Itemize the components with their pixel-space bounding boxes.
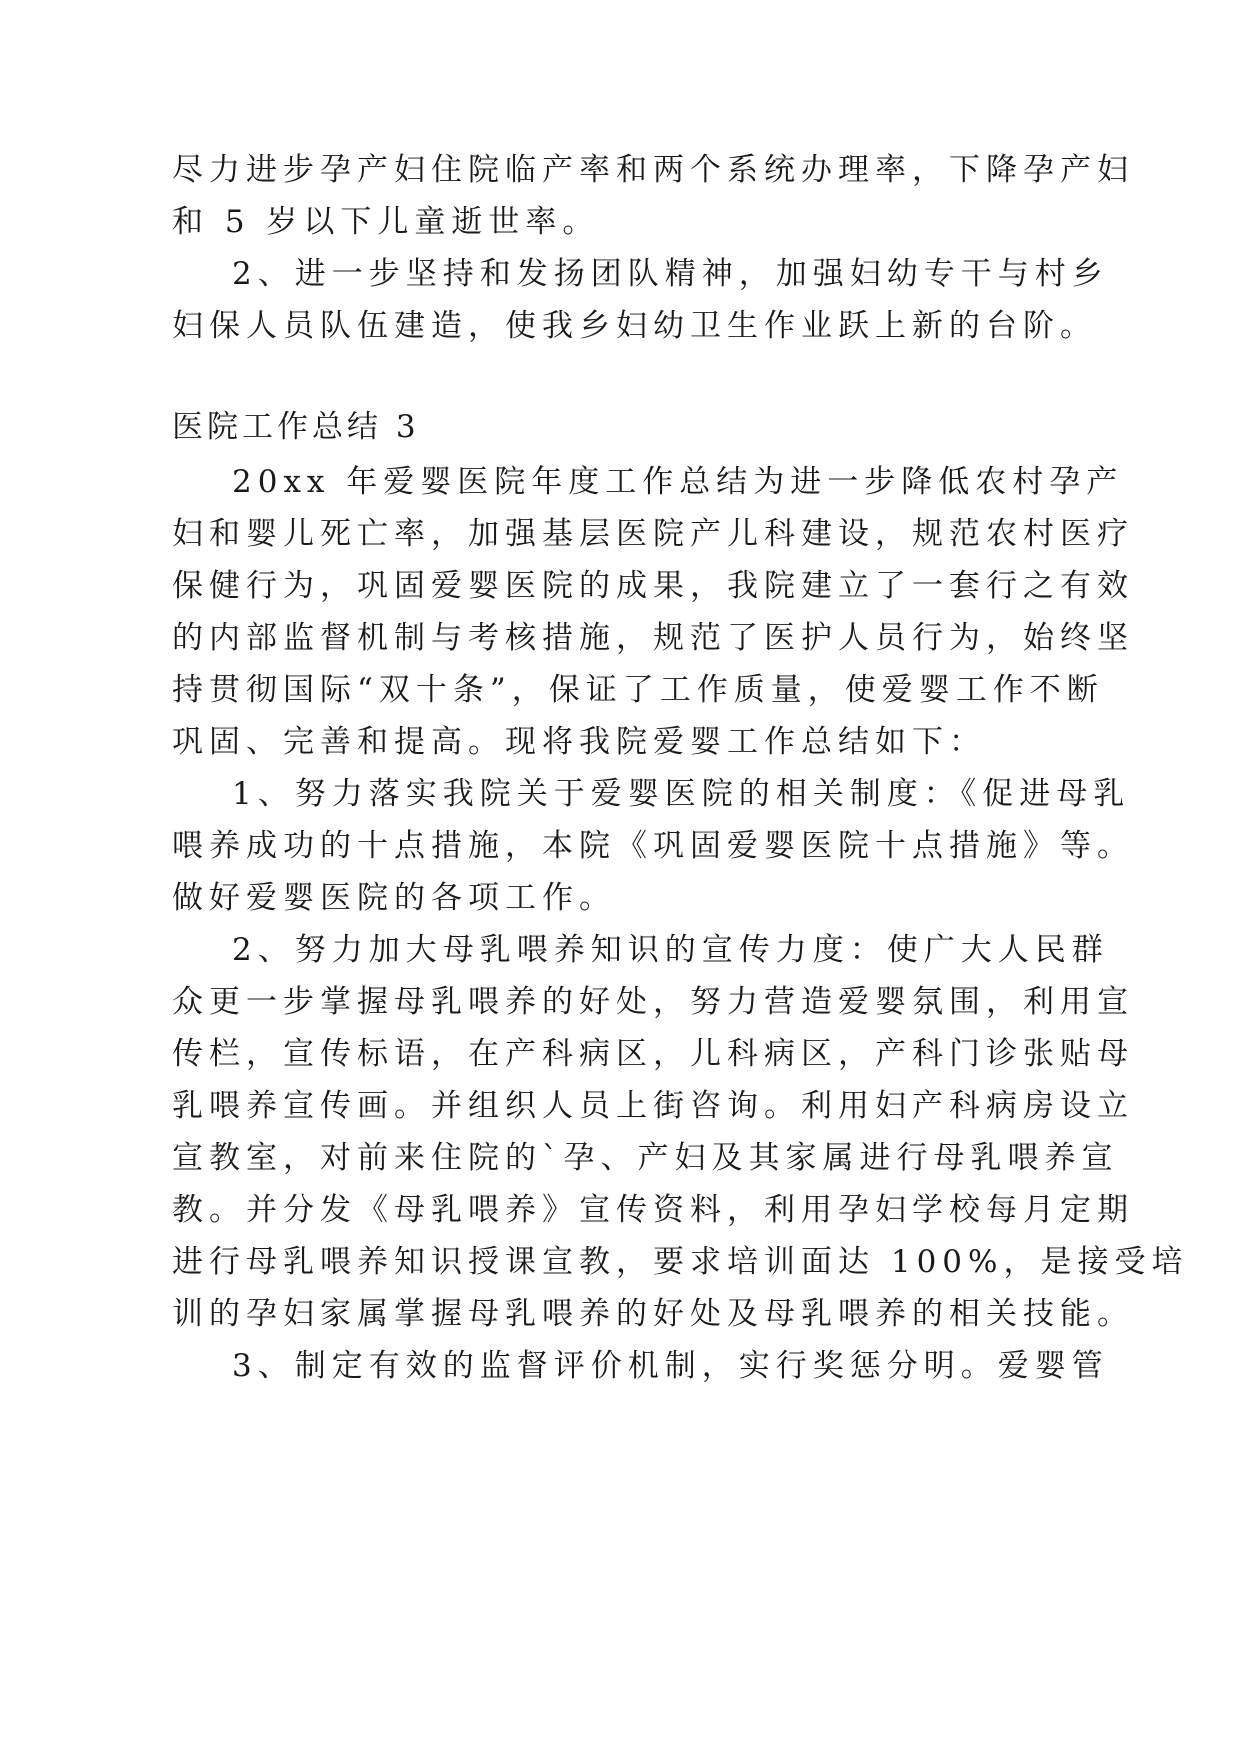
paragraph-line-9: 的内部监督机制与考核措施，规范了医护人员行为，始终坚 xyxy=(172,620,1134,656)
paragraph-line-3: 2、进一步坚持和发扬团队精神，加强妇幼专干与村乡 xyxy=(232,256,1109,292)
section-heading: 医院工作总结 3 xyxy=(172,409,420,445)
paragraph-line-15: 2、努力加大母乳喂养知识的宣传力度：使广大人民群 xyxy=(232,932,1109,968)
paragraph-line-1: 尽力进步孕产妇住院临产率和两个系统办理率，下降孕产妇 xyxy=(172,152,1134,188)
paragraph-line-12: 1、努力落实我院关于爱婴医院的相关制度：《促进母乳 xyxy=(232,776,1131,812)
paragraph-line-13: 喂养成功的十点措施，本院《巩固爱婴医院十点措施》等。 xyxy=(172,828,1134,864)
paragraph-line-10: 持贯彻国际“双十条”，保证了工作质量，使爱婴工作不断 xyxy=(172,672,1104,708)
paragraph-line-22: 训的孕妇家属掌握母乳喂养的好处及母乳喂养的相关技能。 xyxy=(172,1296,1134,1332)
paragraph-line-8: 保健行为，巩固爱婴医院的成果，我院建立了一套行之有效 xyxy=(172,568,1134,604)
paragraph-line-17: 传栏，宣传标语，在产科病区，儿科病区，产科门诊张贴母 xyxy=(172,1036,1134,1072)
paragraph-line-7: 妇和婴儿死亡率，加强基层医院产儿科建设，规范农村医疗 xyxy=(172,516,1134,552)
paragraph-line-23: 3、制定有效的监督评价机制，实行奖惩分明。爱婴管 xyxy=(232,1348,1109,1384)
paragraph-line-6: 20xx 年爱婴医院年度工作总结为进一步降低农村孕产 xyxy=(232,464,1124,500)
paragraph-line-4: 妇保人员队伍建造，使我乡妇幼卫生作业跃上新的台阶。 xyxy=(172,308,1097,344)
paragraph-line-2: 和 5 岁以下儿童逝世率。 xyxy=(172,204,600,240)
paragraph-line-11: 巩固、完善和提高。现将我院爱婴工作总结如下： xyxy=(172,724,986,760)
paragraph-line-21: 进行母乳喂养知识授课宣教，要求培训面达 100%，是接受培 xyxy=(172,1244,1189,1280)
paragraph-line-18: 乳喂养宣传画。并组织人员上街咨询。利用妇产科病房设立 xyxy=(172,1088,1134,1124)
paragraph-line-14: 做好爱婴医院的各项工作。 xyxy=(172,880,616,916)
paragraph-line-20: 教。并分发《母乳喂养》宣传资料，利用孕妇学校每月定期 xyxy=(172,1192,1134,1228)
paragraph-line-19: 宣教室，对前来住院的`孕、产妇及其家属进行母乳喂养宣 xyxy=(172,1140,1119,1176)
paragraph-line-16: 众更一步掌握母乳喂养的好处，努力营造爱婴氛围，利用宣 xyxy=(172,984,1134,1020)
